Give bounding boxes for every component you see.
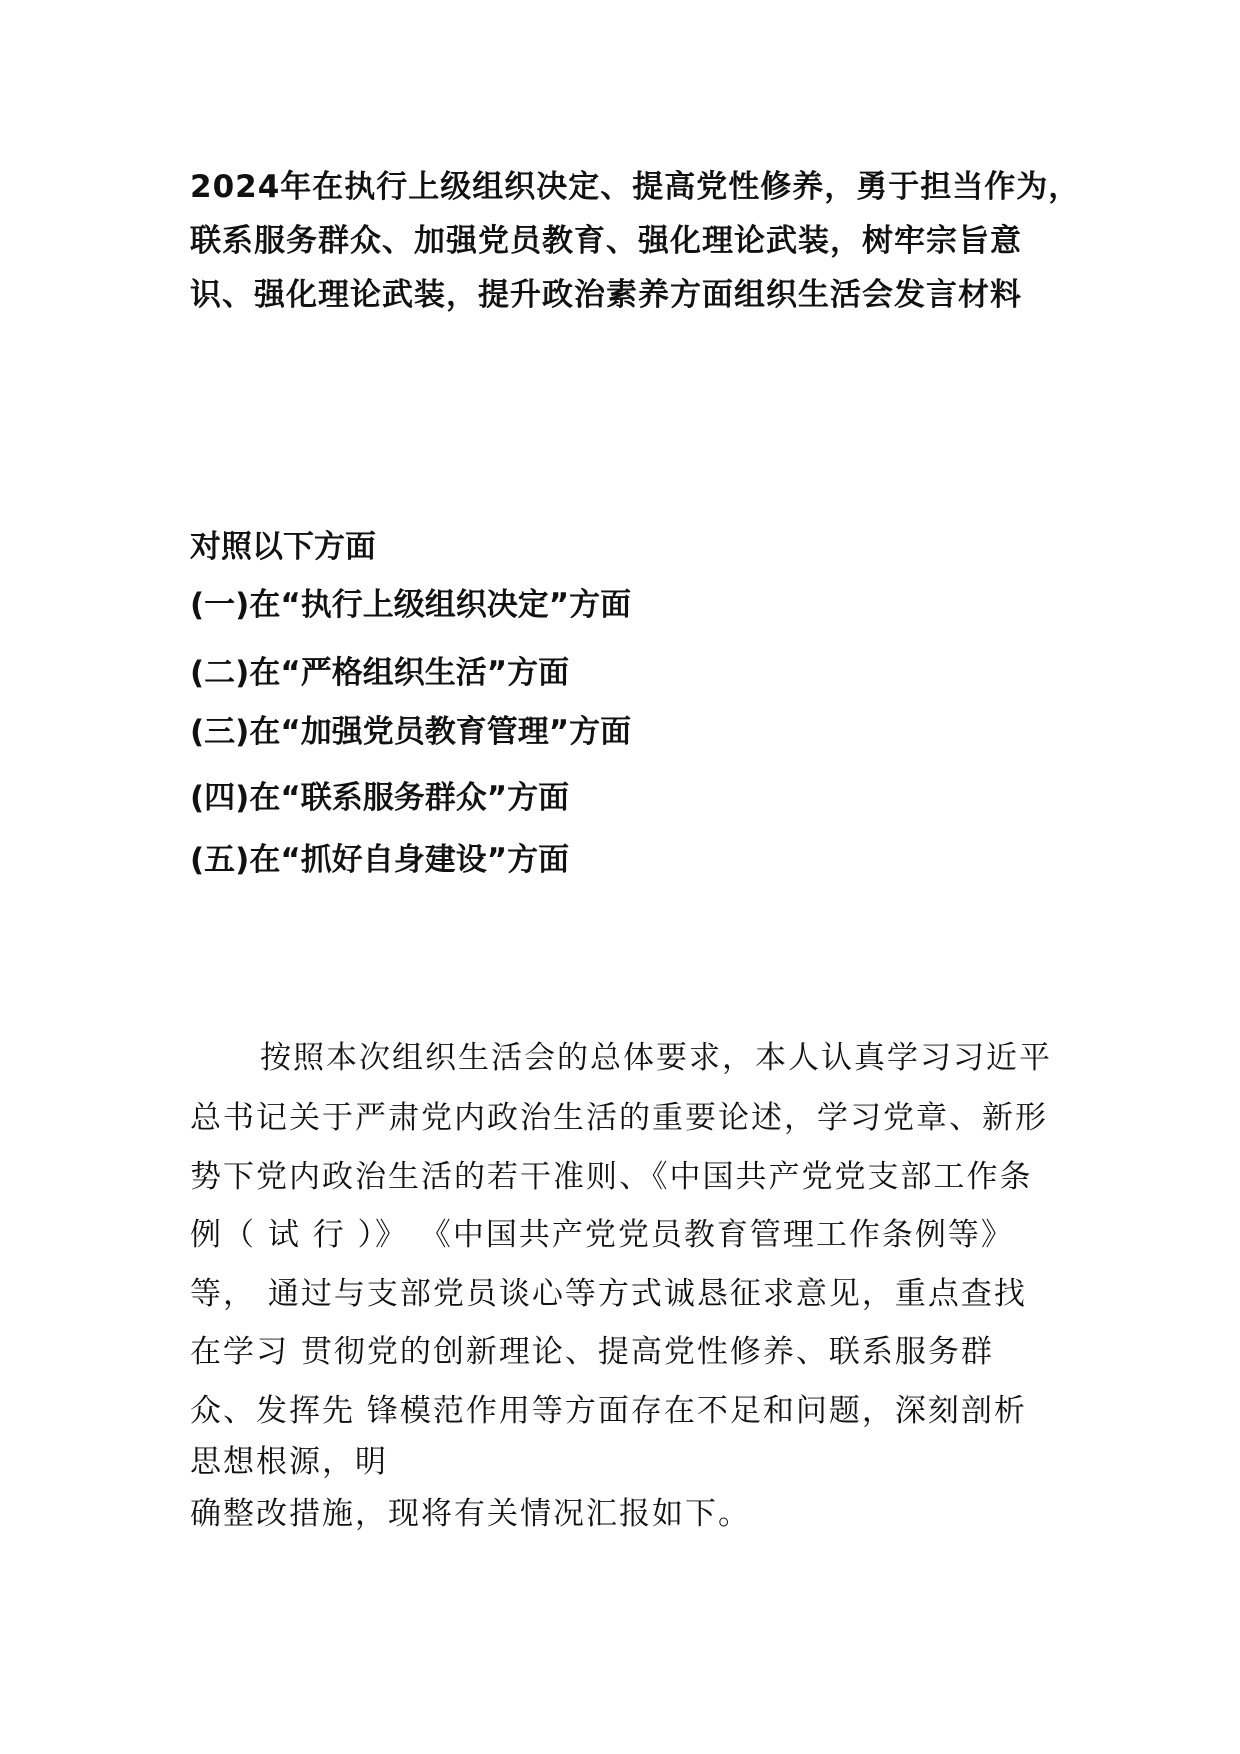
body-paragraph-line: 思想根源，明	[190, 1444, 388, 1480]
aspects-heading: 对照以下方面	[190, 529, 376, 565]
body-paragraph-line: 众、发挥先 锋模范作用等方面存在不足和问题，深刻剖析	[190, 1393, 1027, 1429]
aspect-item: (四)在“联系服务群众”方面	[190, 780, 570, 816]
body-paragraph-line: 在学习 贯彻党的创新理论、提高党性修养、联系服务群	[190, 1334, 994, 1370]
document-title	[190, 160, 1081, 322]
body-paragraph-line: 总书记关于严肃党内政治生活的重要论述，学习党章、新形	[190, 1100, 1048, 1136]
body-paragraph-line: 确整改措施，现将有关情况汇报如下。	[190, 1496, 751, 1532]
title-line: 2024年在执行上级组织决定、提高党性修养，勇于担当作为，	[190, 169, 1081, 205]
title-line: 联系服务群众、加强党员教育、强化理论武装，树牢宗旨意	[190, 223, 1022, 259]
body-paragraph-line: 势下党内政治生活的若干准则、《中国共产党党支部工作条	[190, 1159, 1033, 1195]
aspect-item: (五)在“抓好自身建设”方面	[190, 842, 570, 878]
body-paragraph-line: 例（ 试 行 ）》 《中国共产党党员教育管理工作条例等》	[190, 1217, 1014, 1253]
body-paragraph-line: 等， 通过与支部党员谈心等方式诚恳征求意见，重点查找	[190, 1276, 1027, 1312]
aspect-item: (二)在“严格组织生活”方面	[190, 655, 570, 691]
body-paragraph-line: 按照本次组织生活会的总体要求，本人认真学习习近平	[260, 1040, 1052, 1076]
title-line: 识、强化理论武装，提升政治素养方面组织生活会发言材料	[190, 277, 1022, 313]
aspect-item: (一)在“执行上级组织决定”方面	[190, 587, 632, 623]
aspect-item: (三)在“加强党员教育管理”方面	[190, 714, 632, 750]
